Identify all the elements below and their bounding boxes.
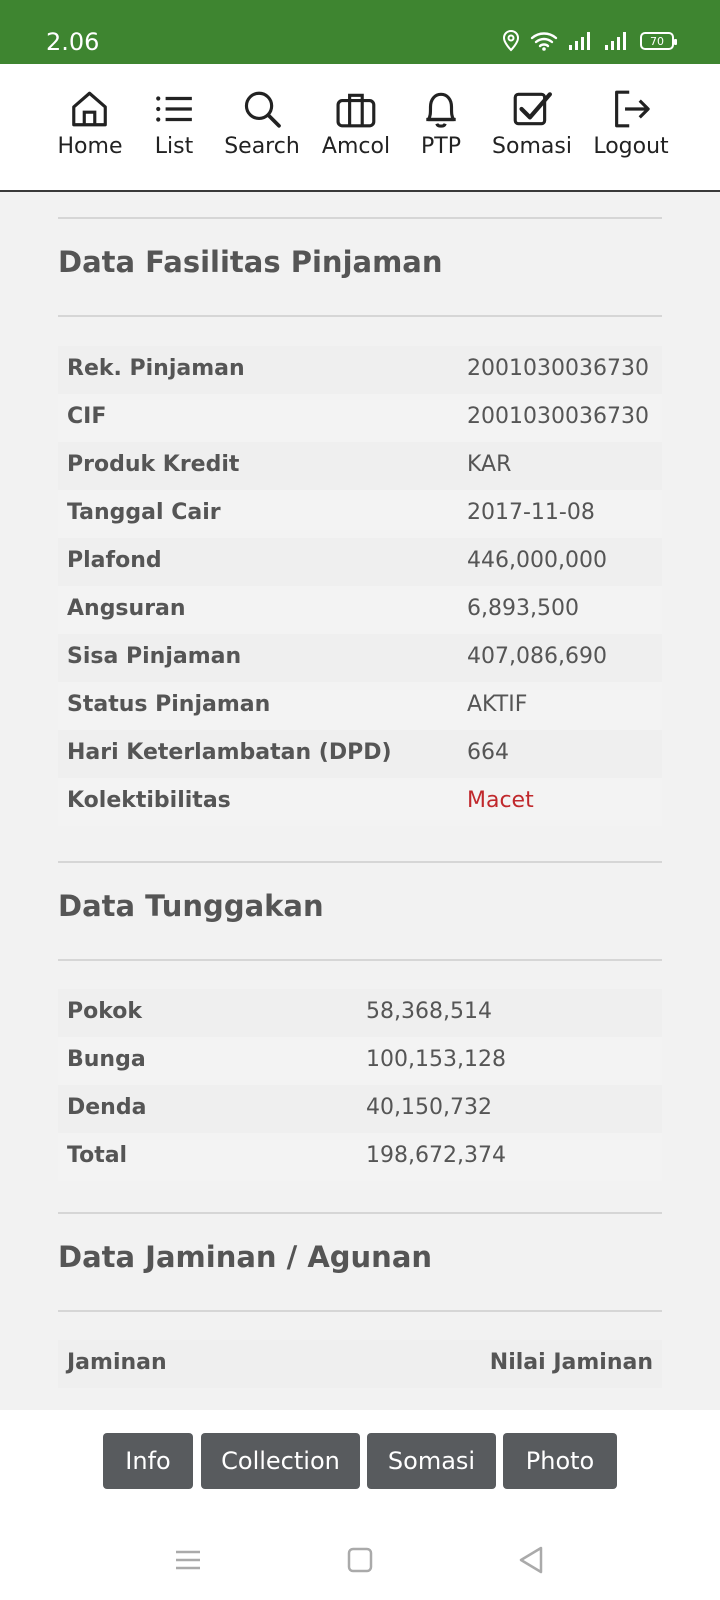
nav-ptp-label: PTP — [421, 134, 461, 159]
divider — [58, 1310, 662, 1312]
section-title-fasilitas: Data Fasilitas Pinjaman — [58, 245, 443, 279]
row-label: Produk Kredit — [67, 452, 240, 477]
table-row — [58, 682, 662, 730]
table-row — [58, 490, 662, 538]
divider — [58, 1212, 662, 1214]
row-label: Plafond — [67, 548, 162, 573]
table-header — [58, 1340, 662, 1388]
row-value: KAR — [467, 452, 512, 477]
tab-photo-button[interactable]: Photo — [503, 1433, 617, 1489]
row-value: 40,150,732 — [366, 1095, 492, 1120]
search-icon — [241, 88, 283, 130]
row-value: 58,368,514 — [366, 999, 492, 1024]
bell-icon — [420, 88, 462, 130]
row-value: 2001030036730 — [467, 356, 649, 381]
checkbox-icon — [511, 88, 553, 130]
table-row — [58, 586, 662, 634]
section-title-jaminan: Data Jaminan / Agunan — [58, 1240, 433, 1274]
content-area[interactable] — [58, 192, 662, 1410]
nav-somasi[interactable] — [492, 88, 572, 159]
nav-list[interactable] — [153, 88, 195, 159]
row-value: 6,893,500 — [467, 596, 579, 621]
table-row — [58, 989, 662, 1037]
row-value: 2001030036730 — [467, 404, 649, 429]
back-icon[interactable] — [513, 1542, 549, 1578]
row-label: Tanggal Cair — [67, 500, 221, 525]
wifi-icon — [530, 31, 558, 51]
row-value: 446,000,000 — [467, 548, 607, 573]
nav-logout-label: Logout — [593, 134, 669, 159]
table-row — [58, 778, 662, 826]
table-row — [58, 730, 662, 778]
table-row — [58, 394, 662, 442]
nav-home[interactable] — [58, 88, 123, 159]
table-row — [58, 1037, 662, 1085]
status-bar — [0, 0, 720, 64]
divider — [58, 217, 662, 219]
row-value: 198,672,374 — [366, 1143, 506, 1168]
row-label: Kolektibilitas — [67, 788, 231, 813]
column-header-jaminan: Jaminan — [67, 1350, 167, 1375]
row-label: Denda — [67, 1095, 147, 1120]
tab-info-button[interactable]: Info — [103, 1433, 193, 1489]
row-label: Pokok — [67, 999, 143, 1024]
table-row — [58, 442, 662, 490]
table-row — [58, 346, 662, 394]
row-label: Bunga — [67, 1047, 146, 1072]
status-icons — [502, 30, 674, 52]
divider — [58, 315, 662, 317]
status-time: 2.06 — [46, 28, 100, 56]
divider — [58, 959, 662, 961]
row-label: Total — [67, 1143, 128, 1168]
row-value: AKTIF — [467, 692, 528, 717]
bottom-tab-bar — [0, 1410, 720, 1520]
top-nav — [0, 64, 720, 192]
section-title-tunggakan: Data Tunggakan — [58, 889, 324, 923]
nav-list-label: List — [154, 134, 194, 159]
row-label: CIF — [67, 404, 107, 429]
row-label: Sisa Pinjaman — [67, 644, 242, 669]
home-button-icon[interactable] — [342, 1542, 378, 1578]
nav-amcol[interactable] — [322, 88, 390, 159]
menu-icon[interactable] — [170, 1542, 206, 1578]
nav-search-label: Search — [224, 134, 300, 159]
row-label: Angsuran — [67, 596, 186, 621]
row-value: 664 — [467, 740, 509, 765]
system-nav-bar — [0, 1520, 720, 1600]
nav-search[interactable] — [224, 88, 300, 159]
row-label: Rek. Pinjaman — [67, 356, 245, 381]
tab-collection-button[interactable]: Collection — [201, 1433, 360, 1489]
status-badge: Macet — [467, 788, 534, 813]
nav-somasi-label: Somasi — [492, 134, 572, 159]
signal-icon — [604, 31, 630, 51]
nav-ptp[interactable] — [420, 88, 462, 159]
tab-somasi-button[interactable]: Somasi — [367, 1433, 496, 1489]
list-icon — [153, 88, 195, 130]
row-value: 2017-11-08 — [467, 500, 595, 525]
row-label: Hari Keterlambatan (DPD) — [67, 740, 392, 765]
column-header-nilai-jaminan: Nilai Jaminan — [489, 1350, 653, 1375]
table-row — [58, 538, 662, 586]
table-row — [58, 634, 662, 682]
table-row — [58, 1085, 662, 1133]
signal-icon — [568, 31, 594, 51]
table-row — [58, 1133, 662, 1181]
nav-logout[interactable] — [593, 88, 668, 159]
home-icon — [69, 88, 111, 130]
nav-home-label: Home — [57, 134, 123, 159]
location-icon — [502, 30, 520, 52]
battery-icon: 70 — [640, 32, 674, 50]
row-value: 407,086,690 — [467, 644, 607, 669]
row-label: Status Pinjaman — [67, 692, 271, 717]
briefcase-icon — [335, 88, 377, 130]
divider — [58, 861, 662, 863]
row-value: 100,153,128 — [366, 1047, 506, 1072]
nav-amcol-label: Amcol — [321, 134, 391, 159]
logout-icon — [610, 88, 652, 130]
